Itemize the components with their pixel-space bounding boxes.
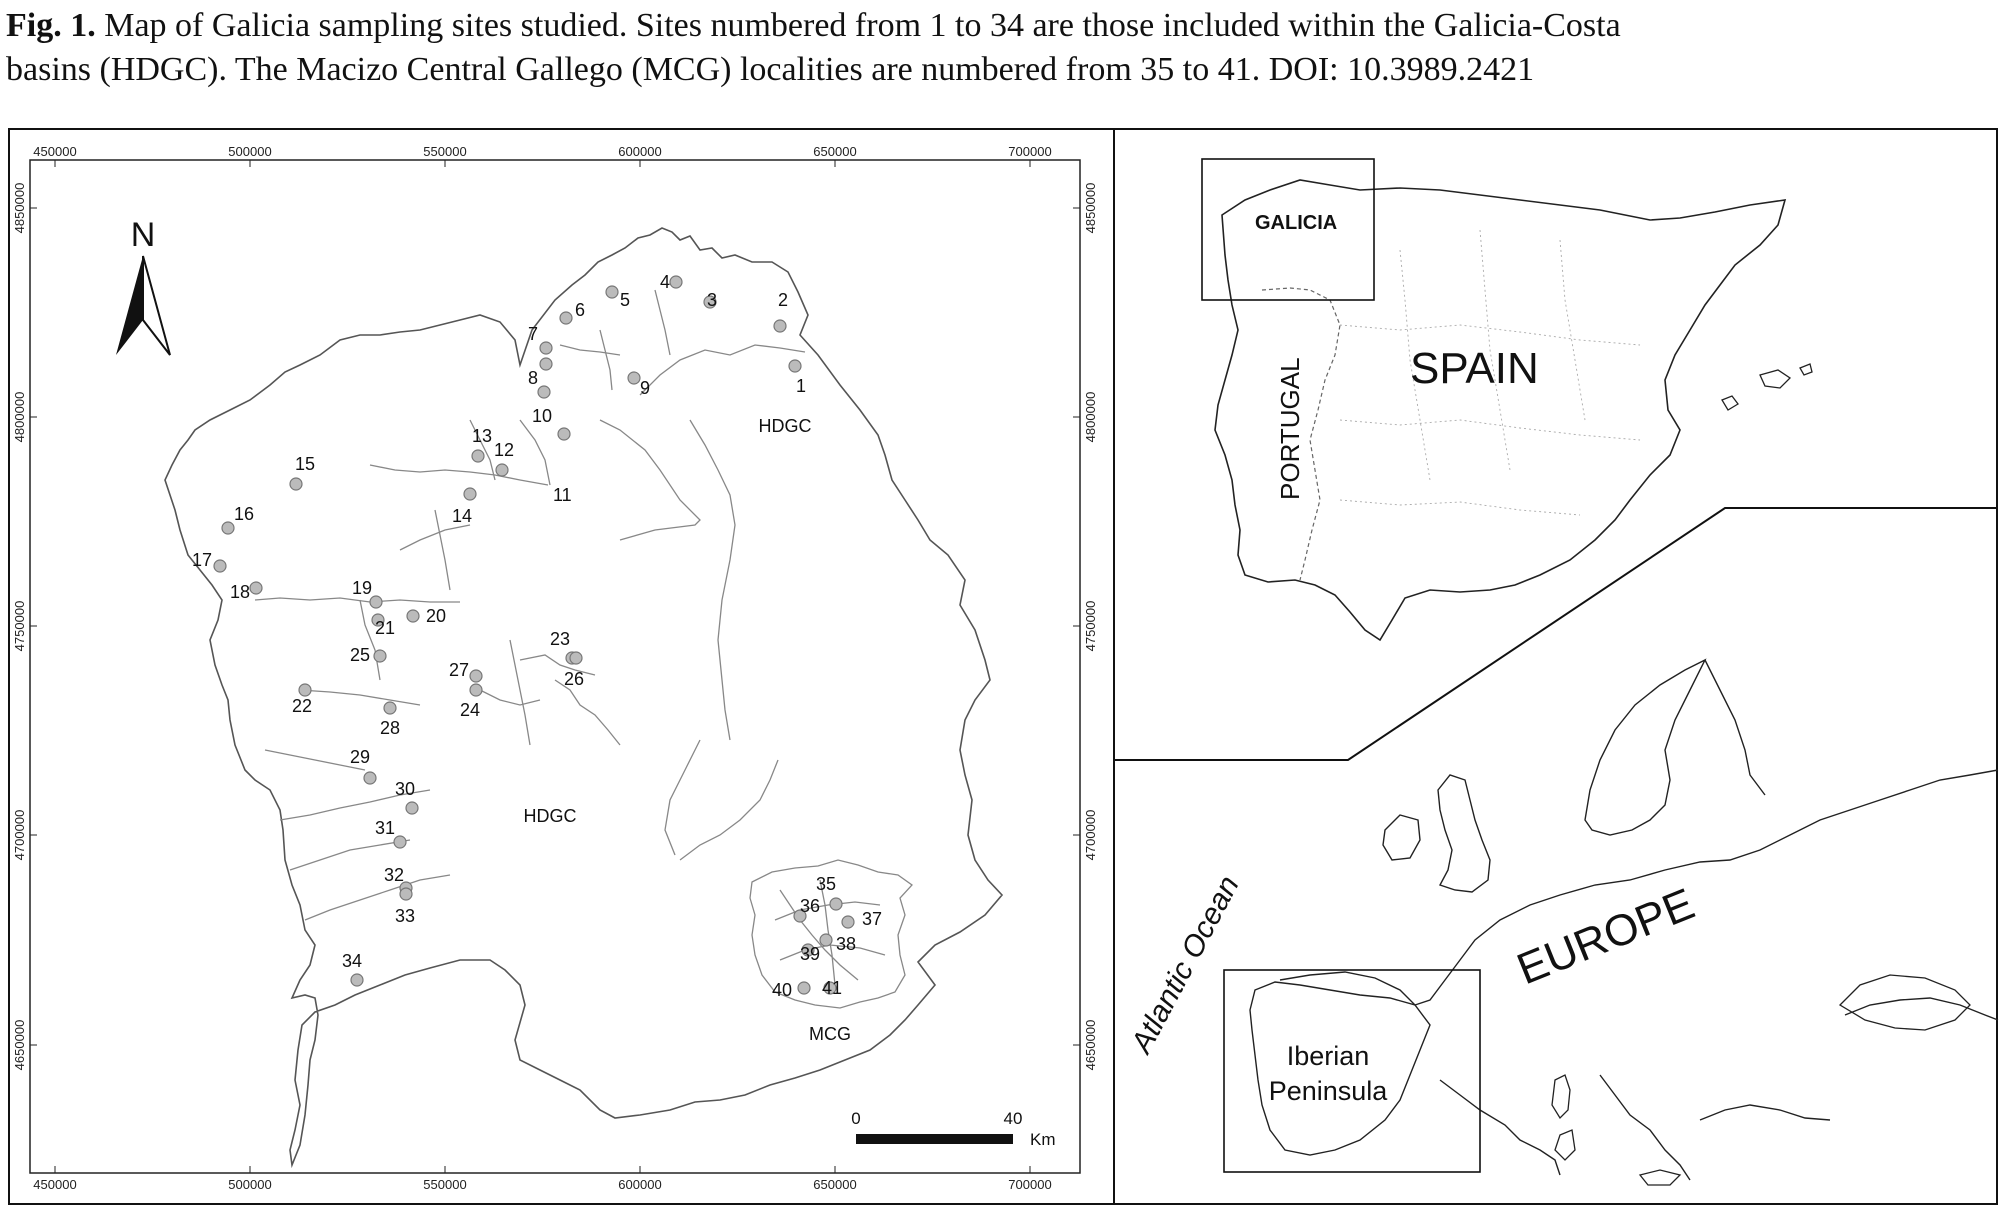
site-label: 27 xyxy=(449,660,470,680)
site-marker xyxy=(407,610,419,622)
y-tick-label-right: 4800000 xyxy=(1083,391,1098,443)
site-marker xyxy=(464,488,476,500)
site-label: 9 xyxy=(640,378,651,398)
site-marker xyxy=(364,772,376,784)
north-arrow xyxy=(116,216,170,355)
site-marker xyxy=(384,702,396,714)
site-label: 41 xyxy=(822,978,843,998)
y-tick-label-right: 4700000 xyxy=(1083,809,1098,861)
x-tick-label-bottom: 450000 xyxy=(33,1177,77,1192)
y-axis-right xyxy=(1073,183,1098,1071)
scale-bar xyxy=(851,1109,1055,1149)
site-marker xyxy=(789,360,801,372)
y-tick-label-right: 4850000 xyxy=(1083,182,1098,234)
scale-bar-rect xyxy=(856,1134,1013,1144)
scale-bar-end: 40 xyxy=(1003,1109,1023,1128)
spain-label: SPAIN xyxy=(1410,344,1539,393)
galicia-label: GALICIA xyxy=(1255,212,1338,234)
site-marker xyxy=(558,428,570,440)
site-marker xyxy=(299,684,311,696)
site-label: 19 xyxy=(352,578,373,598)
iberian-label-line2: Peninsula xyxy=(1268,1076,1388,1106)
site-label: 13 xyxy=(472,426,493,446)
y-tick-label-left: 4800000 xyxy=(12,391,27,443)
site-label: 6 xyxy=(575,300,586,320)
site-marker xyxy=(400,888,412,900)
mediterranean-islands xyxy=(1552,1075,1680,1185)
britain-outline xyxy=(1383,775,1490,892)
y-axis-left xyxy=(12,183,37,1071)
site-label: 29 xyxy=(350,747,371,767)
site-marker xyxy=(560,312,572,324)
site-label: 2 xyxy=(778,290,789,310)
site-label: 39 xyxy=(800,944,821,964)
site-marker xyxy=(250,582,262,594)
site-label: 30 xyxy=(395,779,416,799)
site-label: 20 xyxy=(426,606,447,626)
iberian-label-line1: Iberian xyxy=(1286,1041,1370,1071)
north-arrow-right xyxy=(143,256,170,355)
x-axis-top xyxy=(33,144,1051,167)
site-label: 40 xyxy=(772,980,793,1000)
site-marker xyxy=(842,916,854,928)
site-marker xyxy=(470,670,482,682)
site-marker xyxy=(774,320,786,332)
site-marker xyxy=(798,982,810,994)
x-tick-label-bottom: 650000 xyxy=(813,1177,857,1192)
site-label: 31 xyxy=(375,818,396,838)
site-marker xyxy=(540,342,552,354)
site-label: 21 xyxy=(375,618,396,638)
site-label: 18 xyxy=(230,582,251,602)
y-tick-label-right: 4650000 xyxy=(1083,1019,1098,1071)
site-marker xyxy=(394,836,406,848)
site-marker xyxy=(222,522,234,534)
x-tick-label-top: 450000 xyxy=(33,144,77,159)
europe-label: EUROPE xyxy=(1510,879,1702,995)
mcg-label: MCG xyxy=(809,1024,851,1044)
site-marker xyxy=(496,464,508,476)
y-tick-label-right: 4750000 xyxy=(1083,600,1098,652)
site-marker xyxy=(290,478,302,490)
galicia-outline xyxy=(165,228,1002,1165)
site-marker xyxy=(470,684,482,696)
hdgc-label-south: HDGC xyxy=(523,806,577,826)
scandinavia-outline xyxy=(1585,660,1765,835)
site-label: 32 xyxy=(384,865,405,885)
site-marker xyxy=(820,934,832,946)
site-label: 34 xyxy=(342,951,363,971)
hdgc-label-north: HDGC xyxy=(758,416,812,436)
site-label: 5 xyxy=(620,290,631,310)
site-marker xyxy=(538,386,550,398)
y-tick-label-left: 4750000 xyxy=(12,600,27,652)
site-label: 4 xyxy=(660,272,671,292)
north-label: N xyxy=(130,216,156,254)
site-marker xyxy=(540,358,552,370)
site-label: 17 xyxy=(192,550,213,570)
caption-line-2: basins (HDGC). The Macizo Central Gallego (MCG) localities are numbered from 35 to 41. DOI: 10.3989.2421 xyxy=(6,51,1535,88)
site-marker xyxy=(830,898,842,910)
site-marker xyxy=(351,974,363,986)
site-label: 22 xyxy=(292,696,313,716)
site-label: 11 xyxy=(553,485,572,505)
site-marker xyxy=(374,650,386,662)
x-tick-label-bottom: 500000 xyxy=(228,1177,272,1192)
atlantic-ocean-label: Atlantic Ocean xyxy=(1125,870,1246,1059)
site-marker xyxy=(472,450,484,462)
site-label: 37 xyxy=(862,909,883,929)
site-label: 16 xyxy=(234,504,255,524)
y-tick-label-left: 4700000 xyxy=(12,809,27,861)
x-axis-bottom xyxy=(33,1166,1051,1192)
caption-line-1: Map of Galicia sampling sites studied. Sites numbered from 1 to 34 are those included within the Galicia-Costa xyxy=(104,7,1621,44)
north-arrow-left xyxy=(116,256,143,355)
x-tick-label-bottom: 600000 xyxy=(618,1177,662,1192)
site-marker xyxy=(670,276,682,288)
sampling-sites xyxy=(192,272,882,1000)
site-label: 33 xyxy=(395,906,416,926)
scale-bar-unit: Km xyxy=(1030,1130,1056,1149)
site-marker xyxy=(570,652,582,664)
site-label: 24 xyxy=(460,700,481,720)
site-label: 23 xyxy=(550,629,571,649)
site-marker xyxy=(406,802,418,814)
galicia-map-panel xyxy=(12,144,1098,1192)
site-label: 14 xyxy=(452,506,473,526)
site-marker xyxy=(628,372,640,384)
site-label: 38 xyxy=(836,934,857,954)
site-label: 36 xyxy=(800,896,821,916)
figure-number: Fig. 1. xyxy=(6,7,96,44)
site-marker xyxy=(214,560,226,572)
site-marker xyxy=(606,286,618,298)
y-tick-label-left: 4650000 xyxy=(12,1019,27,1071)
site-label: 1 xyxy=(796,376,807,396)
balearic-islands xyxy=(1722,364,1812,410)
site-label: 10 xyxy=(532,406,553,426)
site-label: 26 xyxy=(564,669,585,689)
y-tick-label-left: 4850000 xyxy=(12,182,27,234)
site-label: 35 xyxy=(816,874,837,894)
location-maps-panel xyxy=(1115,159,1998,1185)
x-tick-label-bottom: 700000 xyxy=(1008,1177,1052,1192)
site-label: 12 xyxy=(494,440,515,460)
panel-separator-line xyxy=(1115,508,1998,760)
scale-bar-start: 0 xyxy=(851,1109,861,1128)
site-label: 28 xyxy=(380,718,401,738)
map-neatline xyxy=(30,160,1080,1173)
portugal-label: PORTUGAL xyxy=(1275,357,1305,500)
x-tick-label-top: 600000 xyxy=(618,144,662,159)
x-tick-label-top: 550000 xyxy=(423,144,467,159)
x-tick-label-bottom: 550000 xyxy=(423,1177,467,1192)
x-tick-label-top: 500000 xyxy=(228,144,272,159)
x-tick-label-top: 650000 xyxy=(813,144,857,159)
site-label: 3 xyxy=(707,290,718,310)
x-tick-label-top: 700000 xyxy=(1008,144,1052,159)
site-label: 15 xyxy=(295,454,316,474)
site-label: 8 xyxy=(528,368,539,388)
iberia-inset-box xyxy=(1224,970,1480,1172)
site-label: 25 xyxy=(350,645,371,665)
site-label: 7 xyxy=(528,324,539,344)
